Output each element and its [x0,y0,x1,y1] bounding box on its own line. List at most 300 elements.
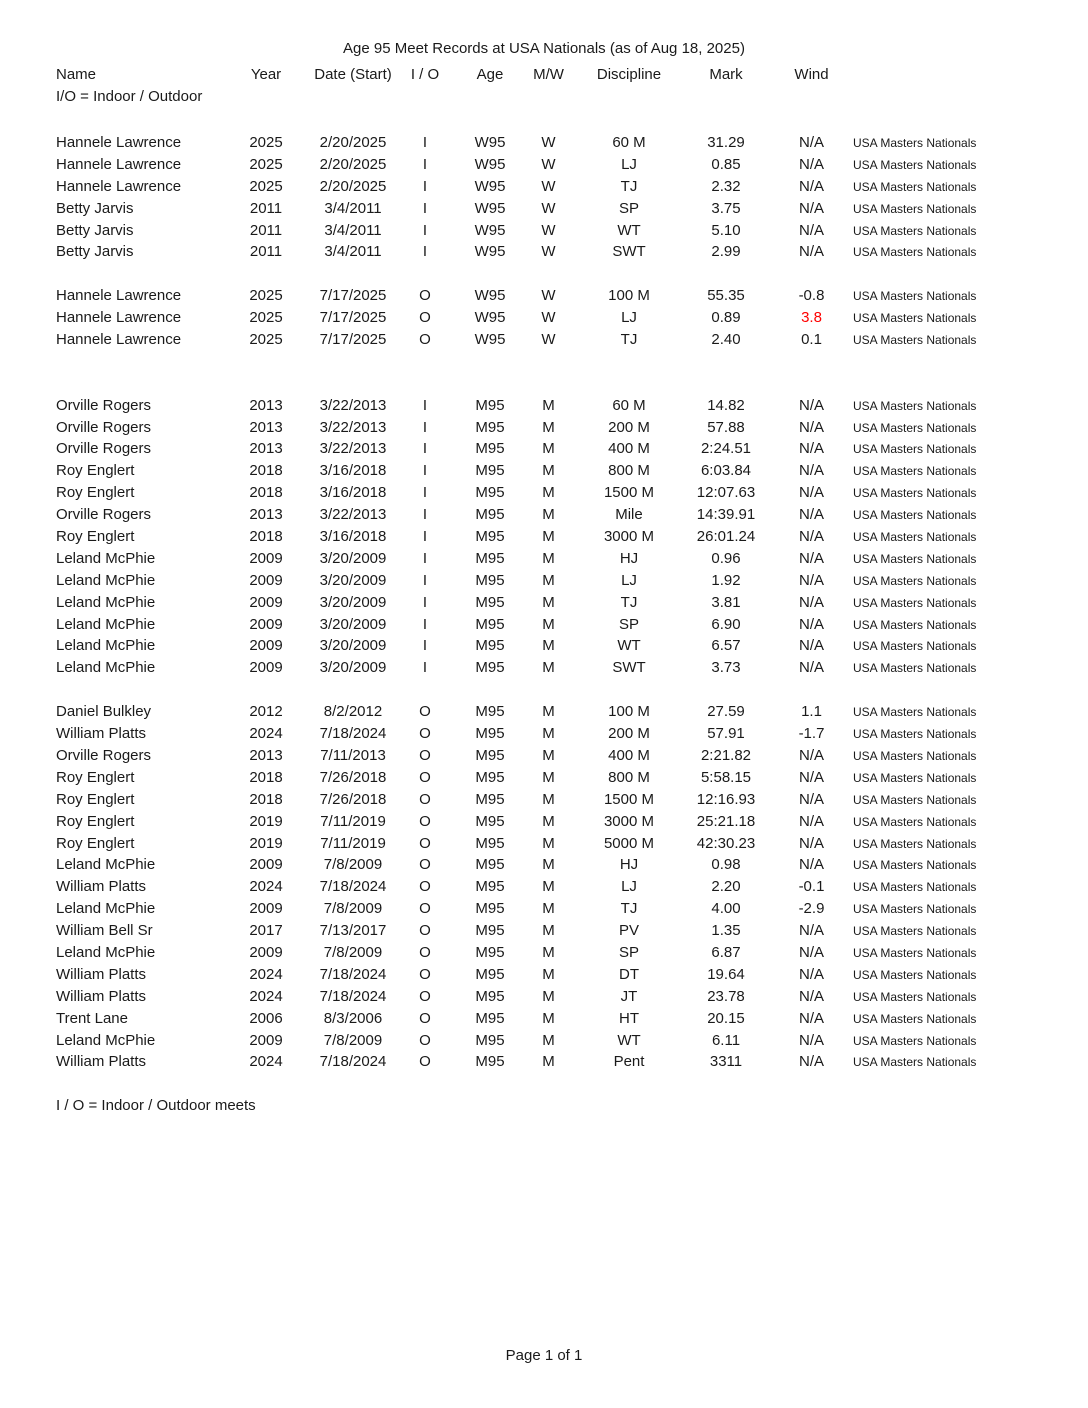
cell-mw: M [542,484,555,502]
cell-mw: W [541,309,556,327]
table-row [0,942,1088,964]
cell-year: 2013 [249,396,283,414]
cell-discipline: LJ [621,309,637,327]
cell-year: 2012 [249,703,283,721]
cell-discipline: TJ [620,177,638,195]
cell-mw: W [541,199,556,217]
cell-mw: M [542,725,555,743]
cell-mark: 26:01.24 [696,528,756,546]
cell-date: 3/22/2013 [319,418,387,436]
cell-date: 8/2/2012 [323,703,383,721]
cell-age: M95 [475,1009,505,1027]
cell-io: I [422,571,428,589]
cell-meet: USA Masters Nationals [853,748,977,763]
cell-mark: 2.32 [711,177,741,195]
cell-mark: 2.99 [711,243,741,261]
cell-io: I [422,440,428,458]
column-header-age: Age [476,66,504,83]
cell-discipline: Mile [615,506,643,524]
cell-discipline: Pent [613,1053,645,1071]
cell-meet: USA Masters Nationals [853,420,977,435]
cell-io: O [419,331,431,349]
cell-io: I [422,549,428,567]
blank-row [0,373,1088,395]
cell-mark: 57.91 [707,725,745,743]
cell-mw: M [542,703,555,721]
cell-discipline: 3000 M [603,528,655,546]
cell-year: 2013 [249,418,283,436]
cell-meet: USA Masters Nationals [853,201,977,216]
cell-age: W95 [474,177,506,195]
cell-name: Orville Rogers [56,396,152,414]
cell-age: M95 [475,725,505,743]
table-row [0,1030,1088,1052]
cell-date: 3/16/2018 [319,484,387,502]
cell-wind: N/A [798,1009,824,1027]
cell-mark: 3.73 [711,659,741,677]
records-table-body [0,132,1088,1117]
cell-mw: M [542,440,555,458]
cell-io: I [422,243,428,261]
table-row [0,964,1088,986]
cell-meet: USA Masters Nationals [853,902,977,917]
column-header-mark: Mark [709,66,743,83]
cell-io: O [419,812,431,830]
cell-discipline: 200 M [608,418,650,436]
cell-year: 2019 [249,834,283,852]
cell-wind: N/A [798,922,824,940]
cell-meet: USA Masters Nationals [853,814,977,829]
cell-date: 7/17/2025 [319,287,387,305]
cell-io: O [419,703,431,721]
cell-year: 2025 [249,134,283,151]
cell-wind: N/A [798,965,824,983]
cell-name: Daniel Bulkley [56,703,152,721]
cell-age: M95 [475,615,505,633]
cell-date: 8/3/2006 [323,1009,383,1027]
cell-meet: USA Masters Nationals [853,880,977,895]
cell-meet: USA Masters Nationals [853,639,977,654]
cell-discipline: 1500 M [603,484,655,502]
cell-name: William Platts [56,1053,147,1071]
cell-year: 2019 [249,812,283,830]
cell-mark: 2.40 [711,331,741,349]
table-row [0,176,1088,198]
io-legend-top: I/O = Indoor / Outdoor [56,87,203,105]
cell-name: Orville Rogers [56,418,152,436]
cell-mark: 19.64 [707,965,745,983]
cell-discipline: SP [618,943,639,961]
cell-year: 2024 [249,878,283,896]
cell-age: M95 [475,834,505,852]
cell-year: 2018 [249,790,283,808]
cell-meet: USA Masters Nationals [853,967,977,982]
cell-date: 7/11/2013 [320,746,386,764]
cell-date: 7/18/2024 [319,987,387,1005]
cell-date: 2/20/2025 [319,155,387,173]
cell-date: 3/20/2009 [319,571,387,589]
cell-io: O [419,943,431,961]
cell-wind: -0.1 [798,878,825,896]
cell-meet: USA Masters Nationals [853,551,977,566]
cell-wind: N/A [798,418,824,436]
cell-wind: N/A [798,812,824,830]
table-row [0,438,1088,460]
cell-year: 2025 [249,155,283,173]
cell-age: M95 [475,900,505,918]
cell-meet: USA Masters Nationals [853,792,977,807]
cell-year: 2011 [249,243,283,261]
cell-name: Leland McPhie [56,593,156,611]
cell-discipline: DT [619,965,639,983]
cell-io: I [422,593,428,611]
cell-mark: 0.85 [711,155,741,173]
cell-io: I [422,199,428,217]
column-header-io: I / O [410,66,440,83]
cell-date: 3/16/2018 [319,528,387,546]
cell-meet: USA Masters Nationals [853,945,977,960]
cell-name: Leland McPhie [56,571,156,589]
cell-wind: N/A [798,177,824,195]
cell-discipline: 60 M [612,396,646,414]
cell-discipline: LJ [621,571,637,589]
cell-year: 2025 [249,331,283,349]
cell-meet: USA Masters Nationals [853,530,977,545]
cell-date: 3/20/2009 [319,615,387,633]
cell-date: 3/22/2013 [319,440,387,458]
cell-name: Betty Jarvis [56,243,134,261]
cell-wind: N/A [798,484,824,502]
cell-meet: USA Masters Nationals [853,661,977,676]
cell-mw: M [542,396,555,414]
cell-mw: M [542,549,555,567]
cell-mark: 2:24.51 [700,440,752,458]
cell-mark: 4.00 [711,900,741,918]
cell-mark: 0.96 [711,549,741,567]
cell-mark: 3311 [709,1053,743,1071]
cell-name: Betty Jarvis [56,199,134,217]
cell-year: 2009 [249,1031,283,1049]
cell-age: M95 [475,703,505,721]
cell-mark: 12:16.93 [696,790,756,808]
cell-meet: USA Masters Nationals [853,508,977,523]
cell-year: 2018 [249,462,283,480]
cell-year: 2013 [249,506,283,524]
cell-mark: 1.92 [711,571,741,589]
cell-name: Betty Jarvis [56,221,134,239]
cell-discipline: SP [618,199,639,217]
cell-meet: USA Masters Nationals [853,311,977,326]
table-row [0,811,1088,833]
cell-wind: 1.1 [801,703,822,721]
cell-meet: USA Masters Nationals [853,858,977,873]
cell-io: I [422,615,428,633]
cell-wind: N/A [798,440,824,458]
cell-age: W95 [474,309,506,327]
blank-row [0,351,1088,373]
table-row [0,833,1088,855]
cell-date: 7/26/2018 [319,790,387,808]
cell-year: 2025 [249,177,283,195]
cell-name: Orville Rogers [56,746,152,764]
cell-name: Leland McPhie [56,637,156,655]
cell-meet: USA Masters Nationals [853,223,977,238]
cell-date: 3/16/2018 [319,462,387,480]
cell-meet: USA Masters Nationals [853,398,977,413]
cell-io: I [422,134,428,151]
cell-date: 3/20/2009 [319,593,387,611]
cell-age: M95 [475,768,505,786]
cell-mw: M [542,1053,555,1071]
cell-meet: USA Masters Nationals [853,157,977,172]
cell-age: M95 [475,856,505,874]
column-header-year: Year [250,66,282,83]
cell-name: Hannele Lawrence [56,309,182,327]
cell-wind: N/A [798,768,824,786]
cell-mw: M [542,1009,555,1027]
cell-name: Hannele Lawrence [56,134,182,151]
cell-io: O [419,856,431,874]
cell-date: 7/17/2025 [319,309,387,327]
cell-discipline: JT [620,987,638,1005]
cell-mark: 6.90 [711,615,741,633]
cell-mark: 0.98 [711,856,741,874]
cell-io: I [422,659,428,677]
cell-age: W95 [474,221,506,239]
cell-name: William Platts [56,725,147,743]
cell-name: Roy Englert [56,790,135,808]
table-row [0,920,1088,942]
cell-mw: M [542,900,555,918]
cell-io: I [422,506,428,524]
cell-date: 7/8/2009 [323,856,383,874]
cell-year: 2013 [249,746,283,764]
cell-io: I [422,155,428,173]
cell-discipline: 60 M [612,134,646,151]
cell-wind: N/A [798,856,824,874]
cell-mw: M [542,768,555,786]
cell-mark: 55.35 [707,287,745,305]
cell-name: Leland McPhie [56,900,156,918]
table-row [0,395,1088,417]
cell-name: Roy Englert [56,462,135,480]
cell-year: 2009 [249,571,283,589]
cell-name: Hannele Lawrence [56,177,182,195]
cell-io: O [419,922,431,940]
cell-name: Leland McPhie [56,856,156,874]
cell-wind: N/A [798,571,824,589]
cell-discipline: HJ [619,549,639,567]
cell-discipline: LJ [621,155,637,173]
cell-mw: M [542,790,555,808]
cell-age: W95 [474,287,506,305]
cell-meet: USA Masters Nationals [853,727,977,742]
cell-year: 2025 [249,287,283,305]
cell-mark: 6.57 [711,637,741,655]
table-row [0,132,1088,154]
cell-year: 2009 [249,856,283,874]
table-row [0,1051,1088,1073]
column-header-wind: Wind [794,66,829,83]
cell-age: M95 [475,440,505,458]
table-row [0,1008,1088,1030]
cell-mark: 3.75 [711,199,741,217]
cell-wind: N/A [798,943,824,961]
cell-date: 7/18/2024 [319,725,387,743]
cell-date: 3/22/2013 [319,396,387,414]
cell-wind: 3.8 [801,309,822,327]
table-row [0,745,1088,767]
cell-mw: W [541,243,556,261]
table-row [0,614,1088,636]
cell-age: W95 [474,134,506,151]
cell-meet: USA Masters Nationals [853,836,977,851]
cell-wind: N/A [798,615,824,633]
cell-io: O [419,1009,431,1027]
cell-meet: USA Masters Nationals [853,333,977,348]
cell-age: M95 [475,571,505,589]
cell-discipline: 5000 M [603,834,655,852]
cell-wind: -0.8 [798,287,825,305]
cell-meet: USA Masters Nationals [853,705,977,720]
cell-io: O [419,965,431,983]
column-header-row [0,64,1088,86]
cell-age: M95 [475,746,505,764]
cell-mark: 14.82 [707,396,745,414]
cell-meet: USA Masters Nationals [853,1033,977,1048]
cell-mw: W [541,221,556,239]
cell-io: O [419,900,431,918]
table-row [0,198,1088,220]
cell-mark: 5:58.15 [700,768,752,786]
cell-age: W95 [474,155,506,173]
cell-age: M95 [475,1053,505,1071]
cell-meet: USA Masters Nationals [853,136,977,150]
cell-wind: 0.1 [801,331,822,349]
cell-age: M95 [475,943,505,961]
cell-io: O [419,287,431,305]
cell-age: M95 [475,528,505,546]
cell-mw: M [542,571,555,589]
cell-date: 7/17/2025 [319,331,387,349]
cell-meet: USA Masters Nationals [853,289,977,304]
column-header-date: Date (Start) [314,66,392,83]
column-header-name: Name [56,66,97,83]
cell-meet: USA Masters Nationals [853,245,977,260]
cell-mw: M [542,746,555,764]
cell-name: Leland McPhie [56,615,156,633]
cell-discipline: 100 M [608,287,650,305]
cell-name: Leland McPhie [56,1031,156,1049]
cell-age: M95 [475,922,505,940]
cell-io: I [422,418,428,436]
cell-year: 2024 [249,1053,283,1071]
cell-meet: USA Masters Nationals [853,573,977,588]
cell-discipline: SP [618,615,639,633]
cell-wind: -2.9 [798,900,825,918]
table-row [0,460,1088,482]
page-number: Page 1 of 1 [505,1347,583,1364]
cell-mark: 20.15 [707,1009,745,1027]
cell-name: Roy Englert [56,834,135,852]
cell-wind: N/A [798,199,824,217]
cell-mark: 27.59 [707,703,745,721]
cell-wind: N/A [798,659,824,677]
cell-year: 2009 [249,593,283,611]
cell-mark: 5.10 [711,221,741,239]
cell-name: Roy Englert [56,812,135,830]
cell-year: 2009 [249,900,283,918]
cell-mw: M [542,637,555,655]
cell-discipline: 800 M [608,462,650,480]
cell-meet: USA Masters Nationals [853,442,977,457]
cell-date: 3/4/2011 [324,221,382,239]
cell-io: O [419,725,431,743]
cell-discipline: 100 M [608,703,650,721]
cell-date: 3/4/2011 [324,199,382,217]
cell-meet: USA Masters Nationals [853,179,977,194]
table-row [0,285,1088,307]
cell-year: 2006 [249,1009,283,1027]
cell-name: Orville Rogers [56,440,152,458]
cell-io: I [422,637,428,655]
cell-discipline: 800 M [608,768,650,786]
table-row [0,504,1088,526]
cell-mw: M [542,943,555,961]
cell-io: O [419,1031,431,1049]
table-row [0,635,1088,657]
table-row [0,307,1088,329]
cell-mw: M [542,593,555,611]
cell-name: William Bell Sr [56,922,153,940]
table-row [0,526,1088,548]
blank-row [0,679,1088,701]
blank-row [0,1073,1088,1095]
table-row [0,482,1088,504]
cell-wind: N/A [798,549,824,567]
cell-year: 2009 [249,637,283,655]
table-header [0,64,1088,108]
cell-mark: 6:03.84 [700,462,752,480]
cell-age: M95 [475,484,505,502]
table-row [0,701,1088,723]
table-row [0,876,1088,898]
cell-age: M95 [475,987,505,1005]
cell-meet: USA Masters Nationals [853,595,977,610]
cell-mark: 1.35 [711,922,741,940]
cell-mw: M [542,418,555,436]
cell-age: M95 [475,418,505,436]
cell-year: 2013 [249,440,283,458]
table-row [0,329,1088,351]
cell-age: M95 [475,659,505,677]
cell-name: Leland McPhie [56,549,156,567]
io-legend-bottom: I / O = Indoor / Outdoor meets [56,1097,256,1115]
cell-wind: N/A [798,790,824,808]
table-row [0,767,1088,789]
cell-age: M95 [475,965,505,983]
cell-wind: N/A [798,134,824,151]
cell-date: 7/18/2024 [319,965,387,983]
cell-mark: 31.29 [707,134,745,151]
cell-mw: M [542,878,555,896]
cell-io: I [422,484,428,502]
cell-year: 2018 [249,768,283,786]
cell-mw: M [542,922,555,940]
cell-date: 2/20/2025 [319,134,387,151]
cell-mark: 12:07.63 [696,484,756,502]
table-row [0,417,1088,439]
